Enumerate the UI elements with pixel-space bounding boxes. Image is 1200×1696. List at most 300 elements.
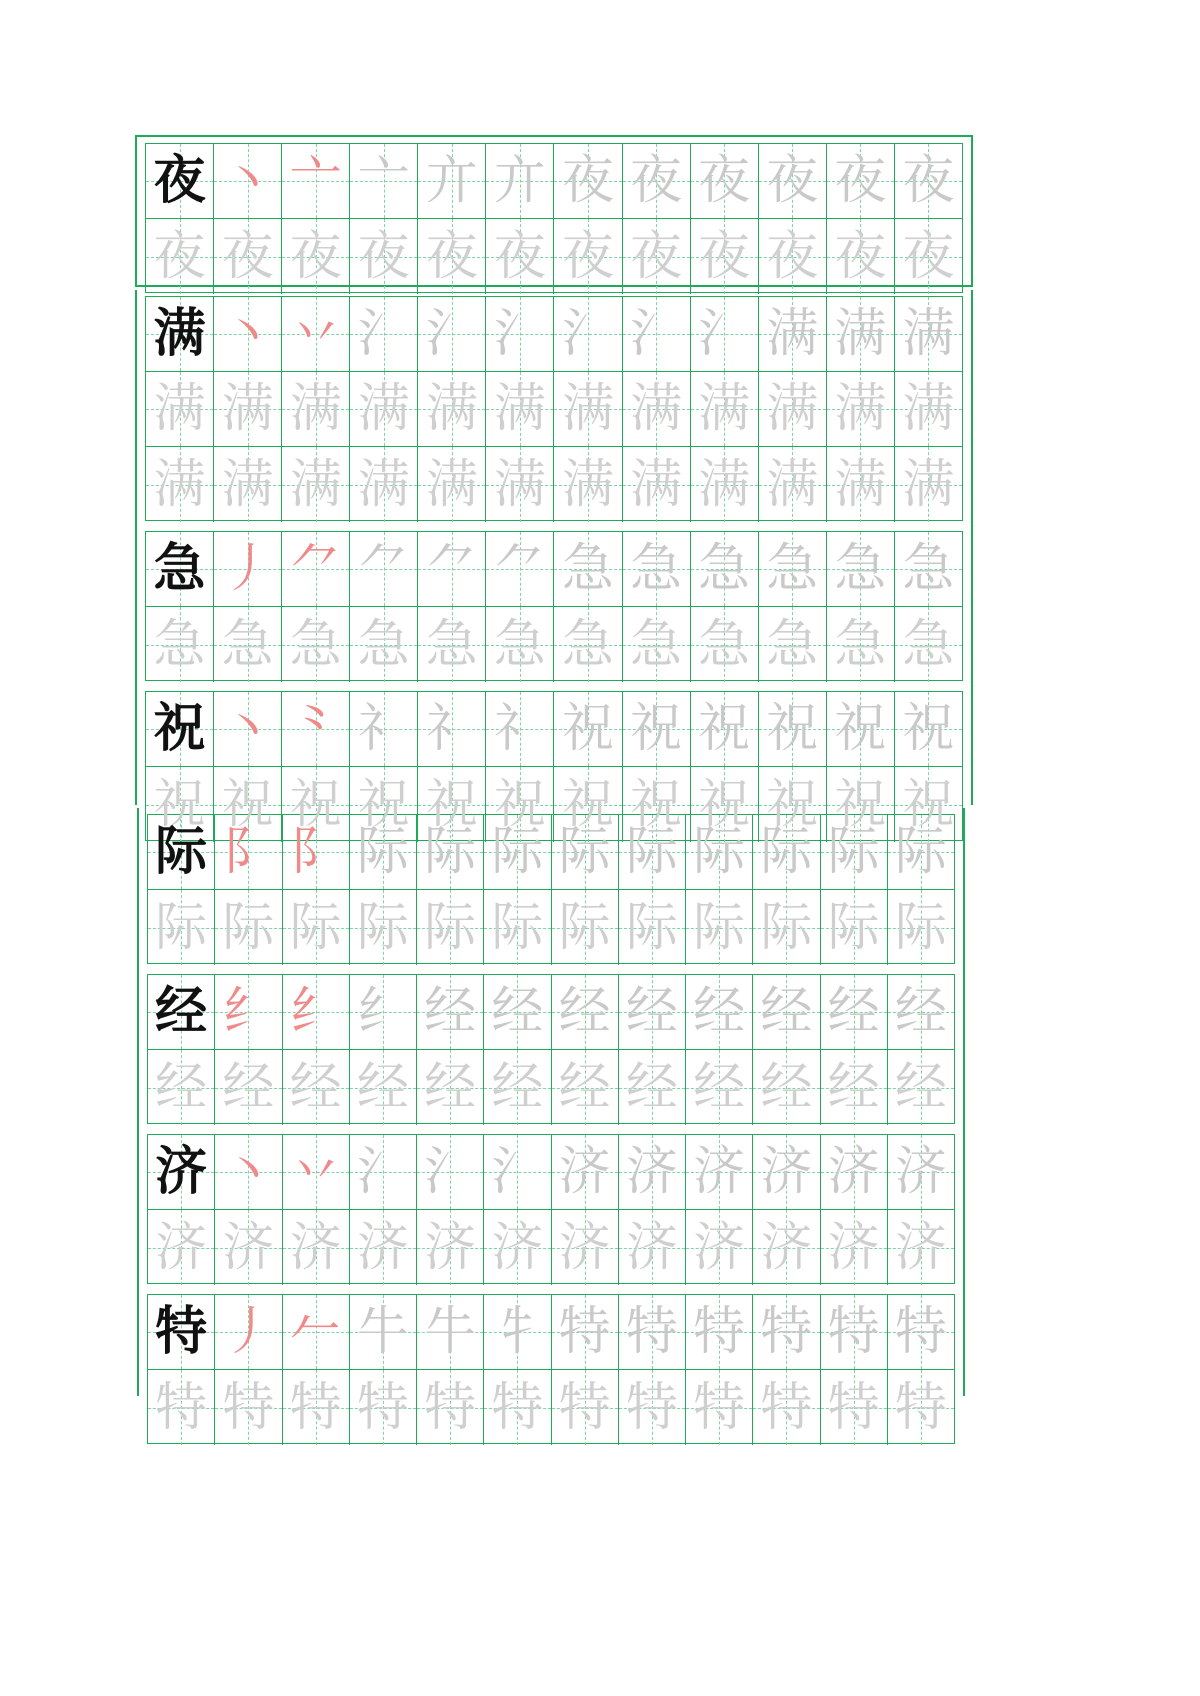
tracing-cell[interactable] xyxy=(417,890,484,965)
tracing-cell[interactable] xyxy=(759,372,827,446)
stroke-step-cell xyxy=(619,1135,686,1209)
stroke-step-cell xyxy=(350,297,418,371)
stroke-step-glyph: 经 xyxy=(760,982,813,1042)
tracing-cell[interactable] xyxy=(146,447,214,522)
stroke-step-cell xyxy=(753,975,820,1049)
tracing-cell[interactable] xyxy=(895,219,962,294)
stroke-step-cell xyxy=(418,297,486,371)
stroke-step-glyph: 纟 xyxy=(356,982,409,1042)
character-block xyxy=(145,296,963,521)
tracing-glyph: 夜 xyxy=(153,226,206,287)
model-character-cell xyxy=(148,1295,215,1369)
stroke-step-glyph: ⺈ xyxy=(425,539,478,599)
stroke-step-glyph: 丿 xyxy=(222,1302,275,1362)
tracing-glyph: 济 xyxy=(491,1217,544,1278)
tracing-cell[interactable] xyxy=(554,219,622,294)
tracing-cell[interactable] xyxy=(759,219,827,294)
tracing-cell[interactable] xyxy=(691,447,759,522)
tracing-glyph: 夜 xyxy=(766,226,819,287)
tracing-cell[interactable] xyxy=(895,607,962,682)
tracing-glyph: 济 xyxy=(222,1217,275,1278)
tracing-cell[interactable] xyxy=(827,219,895,294)
stroke-step-cell xyxy=(486,144,554,218)
stroke-step-cell xyxy=(759,144,827,218)
stroke-step-glyph: 氵 xyxy=(562,304,615,364)
stroke-step-glyph: 夜 xyxy=(766,151,819,211)
tracing-cell[interactable] xyxy=(686,890,753,965)
tracing-cell[interactable] xyxy=(821,890,888,965)
tracing-cell[interactable] xyxy=(486,447,554,522)
tracing-glyph: 急 xyxy=(766,614,819,675)
tracing-cell[interactable] xyxy=(417,1370,484,1445)
tracing-cell[interactable] xyxy=(686,1210,753,1285)
stroke-step-glyph: 纟 xyxy=(222,982,275,1042)
stroke-step-glyph: 丶 xyxy=(221,304,274,364)
stroke-step-cell xyxy=(215,815,282,889)
tracing-glyph: 夜 xyxy=(289,226,342,287)
stroke-step-glyph: 礻 xyxy=(493,699,546,759)
tracing-glyph: 际 xyxy=(693,897,746,958)
tracing-cell[interactable] xyxy=(350,1370,417,1445)
stroke-step-cell xyxy=(417,815,484,889)
stroke-step-cell xyxy=(350,1135,417,1209)
tracing-glyph: 特 xyxy=(155,1377,208,1438)
tracing-glyph: 急 xyxy=(902,614,955,675)
stroke-step-glyph: ⺈ xyxy=(357,539,410,599)
tracing-cell[interactable] xyxy=(623,447,691,522)
stroke-step-glyph: 夜 xyxy=(834,151,887,211)
stroke-step-glyph: 满 xyxy=(834,304,887,364)
stroke-step-glyph: 济 xyxy=(558,1142,611,1202)
tracing-cell[interactable] xyxy=(282,607,350,682)
tracing-cell[interactable] xyxy=(888,890,954,965)
stroke-step-glyph: 满 xyxy=(902,304,955,364)
stroke-step-glyph: 满 xyxy=(766,304,819,364)
tracing-cell[interactable] xyxy=(552,1050,619,1125)
stroke-step-cell xyxy=(350,692,418,766)
stroke-step-glyph: 济 xyxy=(894,1142,947,1202)
tracing-glyph: 祝 xyxy=(902,774,955,835)
stroke-step-glyph: 特 xyxy=(760,1302,813,1362)
stroke-step-glyph: 经 xyxy=(894,982,947,1042)
stroke-step-cell xyxy=(350,532,418,606)
stroke-step-cell xyxy=(619,815,686,889)
stroke-step-cell xyxy=(691,532,759,606)
stroke-step-glyph: 丷 xyxy=(289,1142,342,1202)
tracing-glyph: 祝 xyxy=(289,774,342,835)
tracing-row xyxy=(148,890,954,965)
stroke-step-cell xyxy=(623,297,691,371)
tracing-cell[interactable] xyxy=(350,607,418,682)
tracing-cell[interactable] xyxy=(418,219,486,294)
stroke-step-glyph: 急 xyxy=(562,539,615,599)
tracing-cell[interactable] xyxy=(283,1370,350,1445)
stroke-step-cell xyxy=(486,297,554,371)
tracing-cell[interactable] xyxy=(350,447,418,522)
stroke-step-cell xyxy=(552,1295,619,1369)
stroke-step-cell xyxy=(888,975,954,1049)
model-character-cell xyxy=(146,297,214,371)
tracing-glyph: 急 xyxy=(425,614,478,675)
tracing-cell[interactable] xyxy=(753,1370,820,1445)
practice-section xyxy=(137,808,965,1438)
stroke-step-cell xyxy=(888,815,954,889)
tracing-cell[interactable] xyxy=(619,890,686,965)
model-character: 经 xyxy=(155,981,208,1042)
tracing-glyph: 际 xyxy=(289,897,342,958)
tracing-glyph: 急 xyxy=(153,614,206,675)
tracing-glyph: 满 xyxy=(630,379,683,439)
tracing-glyph: 经 xyxy=(827,1057,880,1118)
stroke-step-cell xyxy=(686,975,753,1049)
tracing-glyph: 夜 xyxy=(630,226,683,287)
stroke-step-cell xyxy=(686,1295,753,1369)
tracing-glyph: 济 xyxy=(760,1217,813,1278)
tracing-glyph: 经 xyxy=(222,1057,275,1118)
stroke-step-glyph: 特 xyxy=(827,1302,880,1362)
tracing-cell[interactable] xyxy=(486,219,554,294)
stroke-step-cell xyxy=(282,144,350,218)
model-character: 际 xyxy=(155,821,208,882)
model-character: 特 xyxy=(155,1301,208,1362)
tracing-glyph: 急 xyxy=(357,614,410,675)
stroke-step-cell xyxy=(484,1135,551,1209)
tracing-glyph: 祝 xyxy=(562,774,615,835)
tracing-glyph: 夜 xyxy=(357,226,410,287)
model-character-cell xyxy=(148,815,215,889)
stroke-step-cell xyxy=(691,144,759,218)
tracing-glyph: 经 xyxy=(155,1057,208,1118)
tracing-glyph: 祝 xyxy=(698,774,751,835)
tracing-cell[interactable] xyxy=(350,1210,417,1285)
stroke-step-glyph: 急 xyxy=(902,539,955,599)
stroke-step-cell xyxy=(759,692,827,766)
tracing-cell[interactable] xyxy=(283,1050,350,1125)
model-character-cell xyxy=(148,975,215,1049)
tracing-cell[interactable] xyxy=(350,1050,417,1125)
tracing-glyph: 济 xyxy=(424,1217,477,1278)
stroke-step-cell xyxy=(484,1295,551,1369)
tracing-cell[interactable] xyxy=(215,1210,282,1285)
stroke-step-glyph: 际 xyxy=(424,822,477,882)
tracing-cell[interactable] xyxy=(214,219,282,294)
tracing-cell[interactable] xyxy=(146,372,214,446)
tracing-row xyxy=(146,219,962,294)
tracing-glyph: 祝 xyxy=(834,774,887,835)
tracing-cell[interactable] xyxy=(554,607,622,682)
tracing-cell[interactable] xyxy=(148,890,215,965)
stroke-step-glyph: 纟 xyxy=(289,982,342,1042)
stroke-step-cell xyxy=(827,297,895,371)
tracing-glyph: 夜 xyxy=(221,226,274,287)
tracing-glyph: 满 xyxy=(493,454,546,515)
tracing-row xyxy=(148,1370,954,1445)
tracing-cell[interactable] xyxy=(484,890,551,965)
tracing-glyph: 满 xyxy=(289,454,342,515)
tracing-cell[interactable] xyxy=(283,1210,350,1285)
stroke-step-cell xyxy=(215,1135,282,1209)
stroke-step-glyph: 经 xyxy=(827,982,880,1042)
character-block xyxy=(147,814,955,964)
tracing-row xyxy=(146,372,962,447)
tracing-cell[interactable] xyxy=(619,1210,686,1285)
stroke-step-cell xyxy=(350,815,417,889)
tracing-cell[interactable] xyxy=(282,219,350,294)
tracing-cell[interactable] xyxy=(215,1050,282,1125)
stroke-step-glyph: ⺈ xyxy=(493,539,546,599)
stroke-step-glyph: 夜 xyxy=(562,151,615,211)
tracing-glyph: 夜 xyxy=(425,226,478,287)
stroke-step-cell xyxy=(282,297,350,371)
tracing-cell[interactable] xyxy=(283,890,350,965)
tracing-cell[interactable] xyxy=(827,372,895,446)
tracing-cell[interactable] xyxy=(691,219,759,294)
tracing-cell[interactable] xyxy=(418,607,486,682)
stroke-step-glyph: 祝 xyxy=(562,699,615,759)
tracing-glyph: 满 xyxy=(221,379,274,439)
tracing-cell[interactable] xyxy=(827,607,895,682)
tracing-glyph: 祝 xyxy=(153,774,206,835)
tracing-cell[interactable] xyxy=(418,372,486,446)
stroke-step-cell xyxy=(350,1295,417,1369)
tracing-cell[interactable] xyxy=(282,372,350,446)
stroke-step-glyph: 氵 xyxy=(424,1142,477,1202)
tracing-row xyxy=(146,607,962,682)
stroke-step-glyph: 丷 xyxy=(289,304,342,364)
stroke-step-cell xyxy=(552,815,619,889)
tracing-cell[interactable] xyxy=(214,372,282,446)
tracing-cell[interactable] xyxy=(888,1050,954,1125)
stroke-step-glyph: 急 xyxy=(630,539,683,599)
tracing-cell[interactable] xyxy=(146,607,214,682)
tracing-glyph: 经 xyxy=(894,1057,947,1118)
stroke-step-cell xyxy=(623,532,691,606)
stroke-step-glyph: 际 xyxy=(760,822,813,882)
tracing-glyph: 际 xyxy=(424,897,477,958)
tracing-glyph: 满 xyxy=(153,454,206,515)
tracing-glyph: 满 xyxy=(221,454,274,515)
tracing-cell[interactable] xyxy=(350,372,418,446)
tracing-cell[interactable] xyxy=(552,1370,619,1445)
tracing-glyph: 急 xyxy=(562,614,615,675)
stroke-step-glyph: 亠 xyxy=(289,151,342,211)
tracing-glyph: 经 xyxy=(693,1057,746,1118)
tracing-cell[interactable] xyxy=(619,1370,686,1445)
stroke-step-glyph: 丿 xyxy=(221,539,274,599)
tracing-glyph: 际 xyxy=(625,897,678,958)
stroke-step-cell xyxy=(686,1135,753,1209)
tracing-cell[interactable] xyxy=(418,447,486,522)
tracing-cell[interactable] xyxy=(214,607,282,682)
tracing-glyph: 际 xyxy=(558,897,611,958)
tracing-cell[interactable] xyxy=(146,219,214,294)
stroke-step-glyph: 特 xyxy=(558,1302,611,1362)
tracing-cell[interactable] xyxy=(821,1050,888,1125)
tracing-row xyxy=(148,1210,954,1285)
stroke-step-glyph: 经 xyxy=(693,982,746,1042)
stroke-step-cell xyxy=(619,975,686,1049)
tracing-glyph: 急 xyxy=(834,614,887,675)
tracing-cell[interactable] xyxy=(350,219,418,294)
tracing-cell[interactable] xyxy=(623,372,691,446)
tracing-cell[interactable] xyxy=(691,372,759,446)
tracing-glyph: 祝 xyxy=(425,774,478,835)
tracing-cell[interactable] xyxy=(691,607,759,682)
tracing-cell[interactable] xyxy=(827,447,895,522)
stroke-step-glyph: 阝 xyxy=(222,822,275,882)
tracing-cell[interactable] xyxy=(888,1210,954,1285)
tracing-glyph: 祝 xyxy=(357,774,410,835)
stroke-step-cell xyxy=(827,692,895,766)
tracing-cell[interactable] xyxy=(686,1050,753,1125)
stroke-step-glyph: 际 xyxy=(693,822,746,882)
stroke-step-glyph: 特 xyxy=(894,1302,947,1362)
tracing-cell[interactable] xyxy=(753,890,820,965)
model-character-cell xyxy=(148,1135,215,1209)
stroke-step-glyph: 祝 xyxy=(698,699,751,759)
tracing-glyph: 经 xyxy=(424,1057,477,1118)
practice-section xyxy=(135,290,973,835)
stroke-step-cell xyxy=(283,1295,350,1369)
stroke-step-glyph: 氵 xyxy=(493,304,546,364)
tracing-cell[interactable] xyxy=(623,607,691,682)
stroke-step-cell xyxy=(417,1135,484,1209)
stroke-step-cell xyxy=(821,815,888,889)
tracing-cell[interactable] xyxy=(759,447,827,522)
stroke-step-glyph: 际 xyxy=(491,822,544,882)
tracing-cell[interactable] xyxy=(417,1050,484,1125)
tracing-cell[interactable] xyxy=(282,447,350,522)
tracing-cell[interactable] xyxy=(484,1370,551,1445)
stroke-order-row xyxy=(148,1295,954,1370)
stroke-step-glyph: 际 xyxy=(827,822,880,882)
stroke-step-glyph: 丶 xyxy=(221,699,274,759)
stroke-step-cell xyxy=(214,692,282,766)
stroke-step-glyph: 际 xyxy=(894,822,947,882)
model-character: 济 xyxy=(155,1141,208,1202)
stroke-step-cell xyxy=(282,692,350,766)
tracing-glyph: 特 xyxy=(424,1377,477,1438)
tracing-cell[interactable] xyxy=(821,1370,888,1445)
model-character-cell xyxy=(146,692,214,766)
stroke-order-row xyxy=(148,1135,954,1210)
stroke-step-glyph: ⺈ xyxy=(289,539,342,599)
tracing-glyph: 满 xyxy=(766,379,819,439)
stroke-step-glyph: 济 xyxy=(625,1142,678,1202)
tracing-cell[interactable] xyxy=(686,1370,753,1445)
stroke-step-cell xyxy=(283,975,350,1049)
stroke-step-glyph: 夜 xyxy=(630,151,683,211)
tracing-cell[interactable] xyxy=(554,447,622,522)
tracing-cell[interactable] xyxy=(215,890,282,965)
stroke-step-cell xyxy=(888,1295,954,1369)
stroke-step-cell xyxy=(350,144,418,218)
tracing-glyph: 满 xyxy=(357,454,410,515)
stroke-step-glyph: 急 xyxy=(834,539,887,599)
tracing-cell[interactable] xyxy=(554,372,622,446)
tracing-cell[interactable] xyxy=(486,372,554,446)
stroke-step-glyph: 亠 xyxy=(357,151,410,211)
stroke-step-cell xyxy=(283,815,350,889)
tracing-glyph: 济 xyxy=(827,1217,880,1278)
tracing-glyph: 急 xyxy=(289,614,342,675)
tracing-cell[interactable] xyxy=(895,372,962,446)
stroke-step-cell xyxy=(554,532,622,606)
tracing-glyph: 夜 xyxy=(493,226,546,287)
model-character-cell xyxy=(146,144,214,218)
tracing-cell[interactable] xyxy=(552,1210,619,1285)
tracing-cell[interactable] xyxy=(759,607,827,682)
tracing-cell[interactable] xyxy=(417,1210,484,1285)
tracing-glyph: 特 xyxy=(894,1377,947,1438)
tracing-glyph: 满 xyxy=(493,379,546,439)
tracing-cell[interactable] xyxy=(148,1050,215,1125)
stroke-step-cell xyxy=(753,1135,820,1209)
stroke-step-cell xyxy=(214,532,282,606)
character-block xyxy=(147,1134,955,1284)
tracing-glyph: 经 xyxy=(289,1057,342,1118)
stroke-step-cell xyxy=(821,975,888,1049)
stroke-order-row xyxy=(146,144,962,219)
stroke-step-glyph: 济 xyxy=(760,1142,813,1202)
tracing-glyph: 满 xyxy=(766,454,819,515)
stroke-step-cell xyxy=(350,975,417,1049)
tracing-cell[interactable] xyxy=(753,1210,820,1285)
tracing-cell[interactable] xyxy=(888,1370,954,1445)
stroke-step-cell xyxy=(691,297,759,371)
tracing-cell[interactable] xyxy=(148,1370,215,1445)
tracing-cell[interactable] xyxy=(350,890,417,965)
tracing-cell[interactable] xyxy=(486,607,554,682)
tracing-glyph: 夜 xyxy=(834,226,887,287)
stroke-step-glyph: 阝 xyxy=(289,822,342,882)
model-character: 急 xyxy=(153,538,206,599)
tracing-glyph: 祝 xyxy=(630,774,683,835)
tracing-glyph: 满 xyxy=(902,454,955,515)
tracing-cell[interactable] xyxy=(484,1050,551,1125)
tracing-glyph: 满 xyxy=(902,379,955,439)
stroke-step-cell xyxy=(895,692,962,766)
stroke-step-glyph: 氵 xyxy=(425,304,478,364)
stroke-step-glyph: 氵 xyxy=(357,304,410,364)
stroke-step-cell xyxy=(215,1295,282,1369)
stroke-step-glyph: 氵 xyxy=(698,304,751,364)
stroke-order-row xyxy=(148,815,954,890)
stroke-step-glyph: 济 xyxy=(827,1142,880,1202)
tracing-cell[interactable] xyxy=(484,1210,551,1285)
tracing-glyph: 特 xyxy=(558,1377,611,1438)
tracing-cell[interactable] xyxy=(895,447,962,522)
tracing-glyph: 特 xyxy=(760,1377,813,1438)
tracing-glyph: 满 xyxy=(425,379,478,439)
tracing-cell[interactable] xyxy=(619,1050,686,1125)
tracing-cell[interactable] xyxy=(215,1370,282,1445)
tracing-glyph: 经 xyxy=(558,1057,611,1118)
stroke-step-cell xyxy=(827,532,895,606)
stroke-step-glyph: 夜 xyxy=(902,151,955,211)
tracing-cell[interactable] xyxy=(753,1050,820,1125)
tracing-cell[interactable] xyxy=(214,447,282,522)
stroke-step-cell xyxy=(418,692,486,766)
tracing-cell[interactable] xyxy=(623,219,691,294)
stroke-step-glyph: 祝 xyxy=(902,699,955,759)
stroke-step-glyph: 祝 xyxy=(834,699,887,759)
tracing-cell[interactable] xyxy=(148,1210,215,1285)
tracing-cell[interactable] xyxy=(552,890,619,965)
stroke-step-glyph: 氵 xyxy=(630,304,683,364)
tracing-cell[interactable] xyxy=(821,1210,888,1285)
tracing-glyph: 际 xyxy=(827,897,880,958)
